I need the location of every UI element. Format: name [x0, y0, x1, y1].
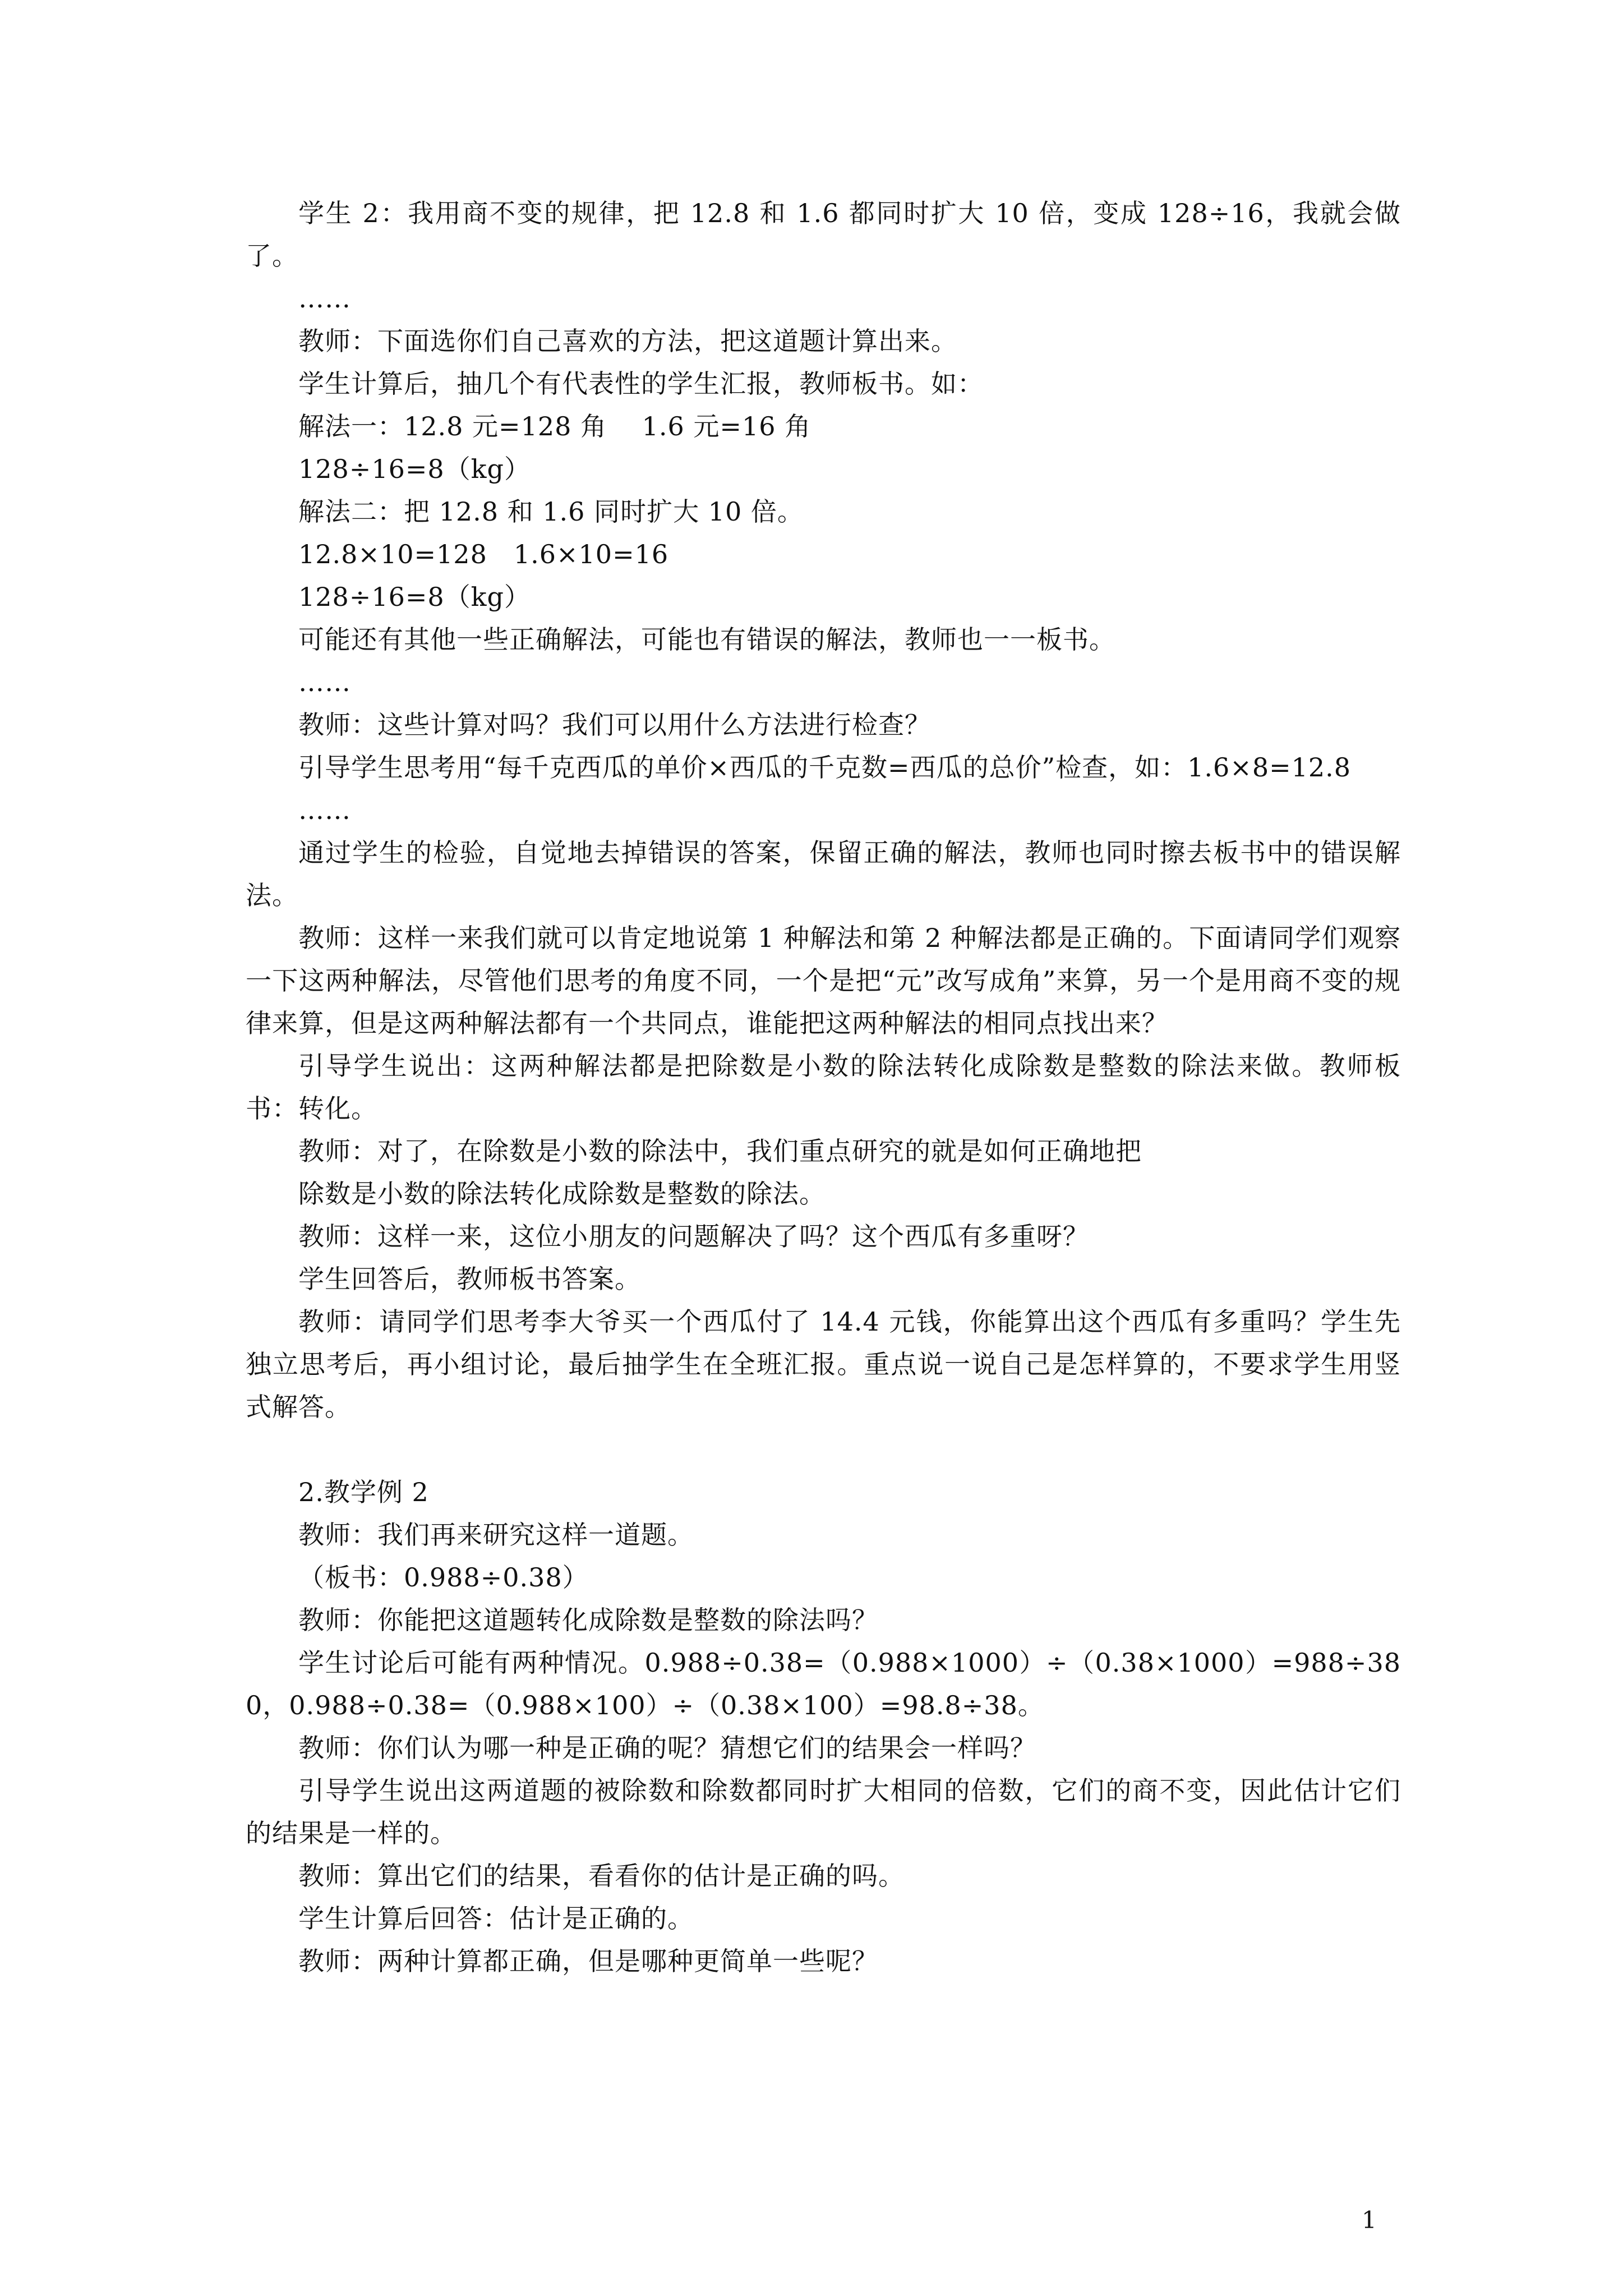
- paragraph: 学生 2：我用商不变的规律，把 12.8 和 1.6 都同时扩大 10 倍，变成 128÷16，我就会做了。: [246, 198, 1401, 271]
- paragraph: 教师：请同学们思考李大爷买一个西瓜付了 14.4 元钱，你能算出这个西瓜有多重吗？学生先独立思考后，再小组讨论，最后抽学生在全班汇报。重点说一说自己是怎样算的，不要求学生用竖式解答。: [246, 1306, 1401, 1422]
- paragraph: 引导学生说出：这两种解法都是把除数是小数的除法转化成除数是整数的除法来做。教师板书：转化。: [246, 1051, 1401, 1124]
- paragraph: 教师：这样一来，这位小朋友的问题解决了吗？这个西瓜有多重呀？: [298, 1221, 1089, 1251]
- blank-line: [246, 1428, 1401, 1471]
- document-body: [246, 192, 1401, 1982]
- paragraph: 教师：我们再来研究这样一道题。: [298, 1520, 694, 1550]
- paragraph: 解法一：12.8 元=128 角 1.6 元=16 角: [298, 411, 811, 441]
- paragraph: 解法二：把 12.8 和 1.6 同时扩大 10 倍。: [298, 496, 804, 527]
- paragraph: ……: [298, 795, 351, 825]
- paragraph: 教师：你们认为哪一种是正确的呢？猜想它们的结果会一样吗？: [298, 1733, 1036, 1763]
- paragraph: 教师：对了，在除数是小数的除法中，我们重点研究的就是如何正确地把: [298, 1136, 1142, 1166]
- paragraph: 学生回答后，教师板书答案。: [298, 1264, 641, 1294]
- paragraph: 12.8×10=128 1.6×10=16: [298, 539, 669, 569]
- paragraph: 128÷16=8（kg）: [298, 582, 531, 612]
- paragraph: 除数是小数的除法转化成除数是整数的除法。: [298, 1179, 826, 1209]
- paragraph: 通过学生的检验，自觉地去掉错误的答案，保留正确的解法，教师也同时擦去板书中的错误解法。: [246, 838, 1401, 910]
- paragraph: 教师：这样一来我们就可以肯定地说第 1 种解法和第 2 种解法都是正确的。下面请同学们观察一下这两种解法，尽管他们思考的角度不同，一个是把“元”改写成角”来算，另一个是用商不变的规律来算，但是这两种解法都有一个共同点，谁能把这两种解法的相同点找出来？: [246, 923, 1401, 1038]
- paragraph: 学生计算后回答：估计是正确的。: [298, 1903, 694, 1934]
- paragraph: 教师：下面选你们自己喜欢的方法，把这道题计算出来。: [298, 326, 957, 356]
- paragraph: 引导学生思考用“每千克西瓜的单价×西瓜的千克数=西瓜的总价”检查，如：1.6×8=12.8: [298, 752, 1352, 783]
- paragraph: 学生计算后，抽几个有代表性的学生汇报，教师板书。如：: [298, 369, 984, 399]
- paragraph: ……: [298, 283, 351, 314]
- paragraph: 教师：这些计算对吗？我们可以用什么方法进行检查？: [298, 710, 931, 740]
- paragraph: 教师：两种计算都正确，但是哪种更简单一些呢？: [298, 1946, 878, 1976]
- section-heading: 2.教学例 2: [298, 1477, 429, 1507]
- paragraph: 可能还有其他一些正确解法，可能也有错误的解法，教师也一一板书。: [298, 624, 1115, 655]
- paragraph: 教师：算出它们的结果，看看你的估计是正确的吗。: [298, 1861, 905, 1891]
- paragraph: （板书：0.988÷0.38）: [298, 1562, 589, 1593]
- paragraph: 学生讨论后可能有两种情况。0.988÷0.38=（0.988×1000）÷（0.38×1000）=988÷380，0.988÷0.38=（0.988×100）÷（0.38×100）=98.8÷38。: [246, 1648, 1401, 1720]
- paragraph: 引导学生说出这两道题的被除数和除数都同时扩大相同的倍数，它们的商不变，因此估计它们的结果是一样的。: [246, 1775, 1401, 1848]
- paragraph: 教师：你能把这道题转化成除数是整数的除法吗？: [298, 1605, 878, 1635]
- paragraph: ……: [298, 667, 351, 697]
- paragraph: 128÷16=8（kg）: [298, 454, 531, 484]
- page-number: 1: [1362, 2206, 1377, 2234]
